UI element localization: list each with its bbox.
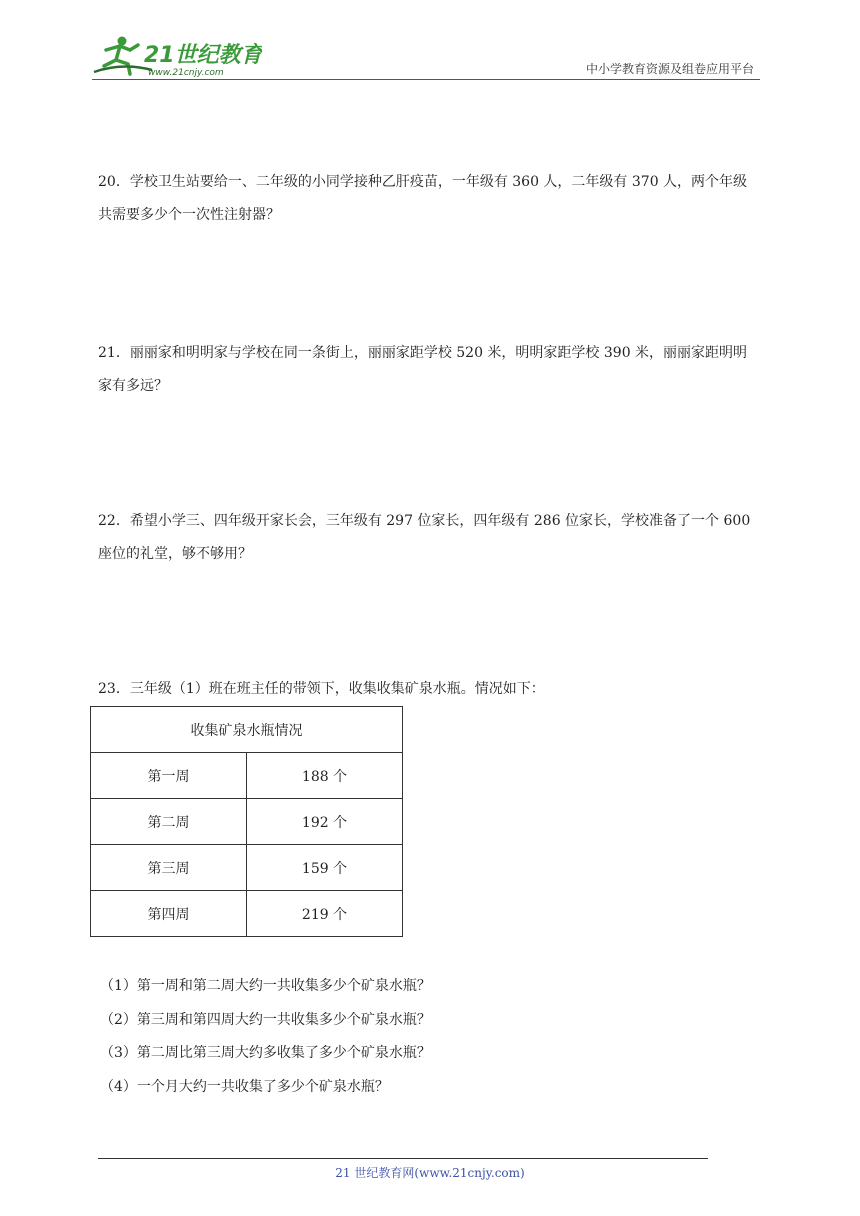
logo-text: 21世纪教育 xyxy=(144,43,262,68)
site-logo xyxy=(92,32,262,78)
sub-question-2: （2）第三周和第四周大约一共收集多少个矿泉水瓶？ xyxy=(100,1012,431,1028)
logo-url: www.21cnjy.com xyxy=(148,68,224,78)
table-title: 收集矿泉水瓶情况 xyxy=(91,707,403,753)
site-title: 中小学教育资源及组卷应用平台 xyxy=(585,62,754,76)
sub-question-1: （1）第一周和第二周大约一共收集多少个矿泉水瓶？ xyxy=(100,978,431,994)
week-cell: 第二周 xyxy=(91,799,247,845)
table-row xyxy=(91,891,403,937)
week-cell: 第四周 xyxy=(91,891,247,937)
table-row xyxy=(91,845,403,891)
sub-question-3: （3）第二周比第三周大约多收集了多少个矿泉水瓶？ xyxy=(100,1045,431,1061)
footer-link[interactable]: 21 世纪教育网(www.21cnjy.com) xyxy=(335,1166,525,1180)
question-23: 23．三年级（1）班在班主任的带领下，收集收集矿泉水瓶。情况如下： xyxy=(98,681,545,697)
sub-question-4: （4）一个月大约一共收集了多少个矿泉水瓶？ xyxy=(100,1079,389,1095)
table-row xyxy=(91,799,403,845)
week-cell: 第一周 xyxy=(91,753,247,799)
footer-divider xyxy=(98,1158,708,1159)
header-divider xyxy=(92,79,760,80)
bottle-collection-table xyxy=(90,706,403,937)
count-cell: 188 个 xyxy=(247,753,403,799)
question-21: 21．丽丽家和明明家与学校在同一条街上，丽丽家距学校 520 米，明明家距学校 390 米，丽丽家距明明家有多远？ xyxy=(98,345,748,394)
question-22: 22．希望小学三、四年级开家长会，三年级有 297 位家长，四年级有 286 位家长，学校准备了一个 600 座位的礼堂，够不够用？ xyxy=(98,513,751,562)
count-cell: 159 个 xyxy=(247,845,403,891)
count-cell: 192 个 xyxy=(247,799,403,845)
week-cell: 第三周 xyxy=(91,845,247,891)
count-cell: 219 个 xyxy=(247,891,403,937)
table-row xyxy=(91,753,403,799)
question-20: 20．学校卫生站要给一、二年级的小同学接种乙肝疫苗，一年级有 360 人，二年级有 370 人，两个年级共需要多少个一次性注射器？ xyxy=(98,174,748,223)
